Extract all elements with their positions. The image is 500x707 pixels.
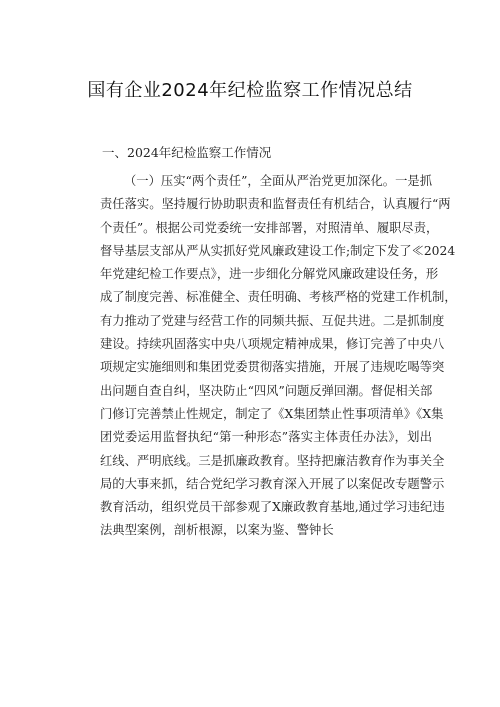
paragraph-line: 督导基层支部从严从实抓好党风廉政建设工作;制定下发了≪2024 xyxy=(100,243,456,258)
paragraph-line: 个责任”。根据公司党委统一安排部署，对照清单、履职尽责， xyxy=(100,220,439,235)
paragraph-line: 项规定实施细则和集团党委贯彻落实措施，开展了违规吃喝等突 xyxy=(100,360,445,375)
paragraph-line: 有力推动了党建与经营工作的同频共振、互促共进。二是抓制度 xyxy=(100,313,445,328)
paragraph-line: 法典型案例，剖析根源，以案为鉴、警钟长 xyxy=(100,523,334,538)
paragraph-line: 门修订完善禁止性规定，制定了《X集团禁止性事项清单》《X集 xyxy=(100,406,444,421)
paragraph-line: 责任落实。坚持履行协助职责和监督责任有机结合，认真履行“两 xyxy=(100,197,451,212)
document-title: 国有企业2024年纪检监察工作情况总结 xyxy=(87,80,413,101)
paragraph-line: 成了制度完善、标准健全、责任明确、考核严格的党建工作机制， xyxy=(100,290,457,305)
paragraph-line: 教育活动，组织党员干部参观了X廉政教育基地,通过学习违纪违 xyxy=(100,500,445,515)
paragraph-line: 局的大事来抓，结合党纪学习教育深入开展了以案促改专题警示 xyxy=(100,476,445,491)
paragraph-line: 年党建纪检工作要点》，进一步细化分解党风廉政建设任务，形 xyxy=(100,267,439,282)
paragraph-line: 团党委运用监督执纪“第一种形态”落实主体责任办法》，划出 xyxy=(100,430,432,445)
section-heading: 一、2024年纪检监察工作情况 xyxy=(102,145,272,160)
body-paragraph xyxy=(100,170,457,543)
paragraph-line: 建设。持续巩固落实中央八项规定精神成果，修订完善了中央八 xyxy=(100,337,445,352)
paragraph-line: （一）压实“两个责任”，全面从严治党更加深化。一是抓 xyxy=(124,174,432,188)
paragraph-line: 出问题自查自纠，坚决防止“四风”问题反弹回潮。督促相关部 xyxy=(100,383,433,398)
paragraph-line: 红线、严明底线。三是抓廉政教育。坚持把廉洁教育作为事关全 xyxy=(100,453,445,468)
